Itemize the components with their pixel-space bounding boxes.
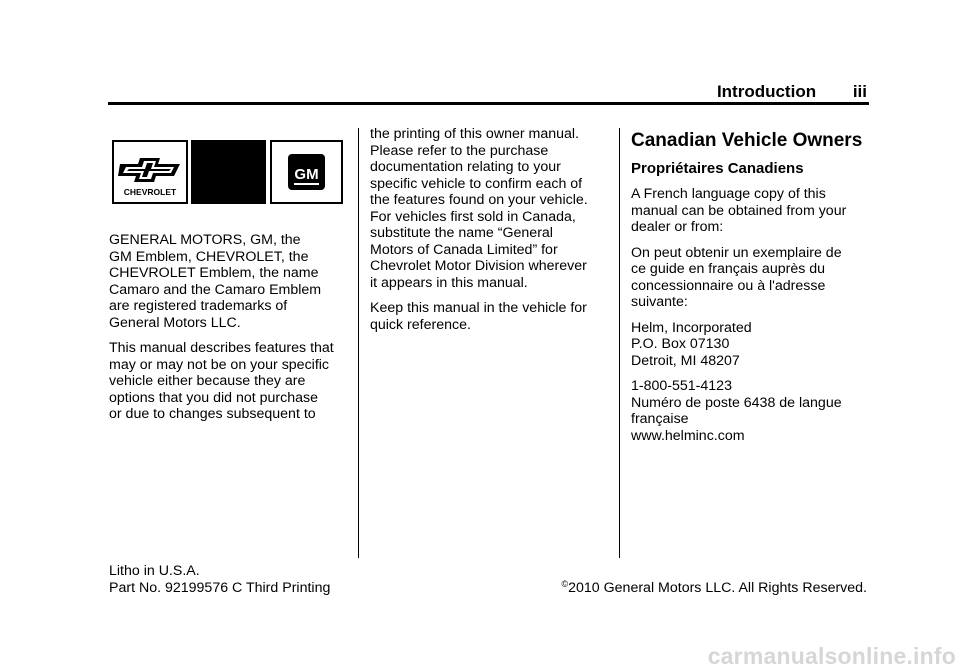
keep-manual-paragraph: Keep this manual in the vehicle for quick reference. — [370, 300, 587, 333]
column-divider-2 — [619, 128, 620, 558]
address-paragraph: Helm, Incorporated P.O. Box 07130 Detroit, MI 48207 — [631, 319, 752, 369]
chevrolet-logo — [112, 140, 188, 204]
column-2 — [370, 126, 610, 342]
gm-logo — [270, 140, 343, 204]
copyright-text: 2010 General Motors LLC. All Rights Reserved. — [568, 580, 867, 596]
trademark-paragraph: GENERAL MOTORS, GM, the GM Emblem, CHEVROLET, the CHEVROLET Emblem, the name Camaro and the Camaro Emblem are registered trademarks of General Motors LLC. — [109, 232, 322, 331]
section-subheading: Propriétaires Canadiens — [631, 160, 804, 177]
section-heading: Canadian Vehicle Owners — [631, 130, 863, 151]
column-1 — [109, 232, 349, 432]
chevrolet-bowtie-icon — [114, 142, 186, 202]
copyright-symbol: © — [561, 579, 569, 589]
column-divider-1 — [358, 128, 359, 558]
footer-copyright — [561, 580, 867, 597]
page-header — [717, 82, 867, 102]
contact-paragraph: 1-800-551-4123 Numéro de poste 6438 de langue française www.helminc.com — [631, 378, 842, 444]
gm-emblem-icon — [272, 142, 341, 202]
french-copy-paragraph: A French language copy of this manual can be obtained from your dealer or from: — [631, 186, 847, 235]
features-paragraph: This manual describes features that may or may not be on your specific vehicle either because they are options that you did not purchase or due to changes subsequent to — [109, 340, 334, 422]
printing-paragraph: the printing of this owner manual. Please refer to the purchase documentation relating to your specific vehicle to confirm each of the features found on your vehicle. For vehicles first sold in Canada, substitute the name “General Motors of Canada Limited” for Chevrolet Motor Division wherever it appears in this manual. — [370, 126, 588, 291]
section-title: Introduction — [716, 82, 817, 101]
footer-litho: Litho in U.S.A. Part No. 92199576 C Third Printing — [109, 563, 331, 596]
watermark: carmanualsonline.info — [707, 643, 956, 669]
page-number: iii — [852, 82, 867, 101]
camaro-emblem-placeholder — [191, 140, 266, 204]
header-rule — [108, 102, 869, 105]
chevrolet-logo-text: CHEVROLET — [123, 187, 177, 197]
french-paragraph: On peut obtenir un exemplaire de ce guide en français auprès du concessionnaire ou à l'adresse suivante: — [631, 244, 842, 310]
column-3 — [631, 130, 871, 453]
gm-logo-text: GM — [294, 166, 319, 183]
